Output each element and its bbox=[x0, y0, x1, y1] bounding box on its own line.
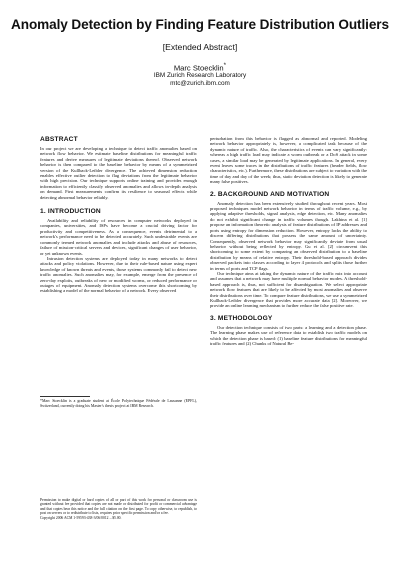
footnote-rule bbox=[40, 396, 90, 397]
introduction-paragraph-2: Intrusion detection systems are deployed today in many networks to detect attacks and policy violations. However, due to their rule-based nature using expert knowledge of known threats and events, those systems commonly fail to detect new traffic anomalies. Such anomalies may, for example, emerge from the presence of zero-day exploits, outbreaks of new or modified worms, or reduced performance or outages of equipment. Anomaly detection systems overcome this shortcoming by establishing a model of the normal behavior of a network. Every observed bbox=[40, 255, 197, 294]
background-paragraph-1: Anomaly detection has been extensively studied throughout recent years. Most proposed techniques model network behavior in terms of traffic volume, e.g., by applying adaptive thresholds, signal analysis, edge detection, etc. Many anomalies do not exhibit significant change in traffic volumes though. Lakhina et al. [1] propose an information theoretic analysis of feature distributions of IP addresses and ports using entropy for dimension reduction. However, entropy lacks the ability to discern differing distributions that possess the same amount of uncertainty. Consequently, observed network behavior may significantly deviate from usual behavior without being reflected by entropy. Gu et al. [2] circumvent this shortcoming to some extent by comparing an observed distribution to a baseline distribution by means of relative entropy. Their threshold-based approach divides observed packets into classes according to layer 4 protocols and splits those further in terms of ports and TCP flags. bbox=[210, 200, 367, 271]
author-affiliation: IBM Zurich Research Laboratory bbox=[153, 72, 247, 80]
author-footnote-mark: * bbox=[223, 62, 227, 69]
permission-text: Permission to make digital or hard copies of all or part of this work for personal or classroom use is granted without fee provided that copies are not made or distributed for profit or commercial advantage and that copies bear this notice and the full citation on the first page. To copy otherwise, to republish, to post on servers or to redistribute to lists, requires prior specific permission and/or a fee. bbox=[40, 498, 197, 516]
author-email[interactable]: mtc@zurich.ibm.com bbox=[170, 80, 230, 88]
permission-notice bbox=[40, 498, 197, 520]
author-name-text: Marc Stoecklin bbox=[173, 63, 224, 73]
methodology-paragraph-1: Our detection technique consists of two parts: a learning and a detection phase. The learning phase makes use of reference data to establish two traffic models on which the detection phase is based: (1) baseline feature distributions for meaningful traffic features and (2) Chunks of Natural Be- bbox=[210, 324, 367, 346]
methodology-heading: 3. METHODOLOGY bbox=[210, 314, 273, 322]
background-paragraph-2: Our technique aims at taking the dynamic nature of the traffic mix into account and assumes that a network may have multiple normal behavior modes. A threshold-based approach is, thus, not sufficient for disambiguation. We select appropriate network flow features that are likely to be affected by most anomalies and observe their distributions over time. To compare feature distributions, we use a symmetrized Kullback-Leibler divergence that provides more accurate data [2]. Moreover, we provide an online learning mechanism to further reduce the false positive rate. bbox=[210, 270, 367, 309]
paper-title: Anomaly Detection by Finding Feature Distribution Outliers bbox=[11, 17, 389, 32]
copyright-line: Copyright 2006 ACM 1-59593-438-3/06/0012 ...$5.00. bbox=[40, 515, 122, 520]
left-column bbox=[40, 136, 197, 294]
paper-subtitle: [Extended Abstract] bbox=[162, 42, 238, 52]
introduction-heading: 1. INTRODUCTION bbox=[40, 208, 101, 216]
introduction-paragraph-1: Availability and reliability of resources in computer networks deployed in companies, universities, and ISPs have become a crucial driving factor for productivity and competitiveness. As a consequence, events detrimental to a network's performance need to be detected accurately. Such undesirable events are commonly termed network anomalies and include attacks and abuse of resources, failure of mission-critical servers and devices, significant changes of user behavior, or yet unknown events. bbox=[40, 218, 197, 256]
author-footnote: *Marc Stoecklin is a graduate student at École Polytechnique Fédérale de Lausanne (EPFL), Switzerland, currently doing his Master's thesis project at IBM Research. bbox=[40, 399, 197, 408]
author-block bbox=[0, 62, 400, 88]
abstract-text: In our project we are developing a technique to detect traffic anomalies based on network flow behavior. We estimate baseline distributions for meaningful traffic features and derive measures of legitimate deviations thereof. Observed network behavior is then compared to the baseline behavior by means of a symmetrized version of the Kullback-Leibler divergence. The achieved dimension reduction enables effective outlier detection to flag deviations from the legitimate behavior with high precision. Our technique supports online training and provides enough information to efficiently classify observed anomalies and allows in-depth analysis on demand. First measurements confirm its resilience to seasonal effects while detecting abnormal behavior reliably. bbox=[40, 146, 197, 200]
intro-continuation: perturbation from this behavior is flagged as abnormal and reported. Modeling network behavior appropriately is, however, a complicated task because of the dynamic nature of traffic. Also, the characteristics of events can vary significantly: whereas a high traffic load may indicate a worm outbreak or a DoS attack in some cases, a similar load may be generated by legitimate applications. In general, every event leaves some traces in the distributions of traffic features (header fields, flow characteristics, etc.). Furthermore, these distributions are subject to variation with the time of day and day of the week; thus, static deviation detection is likely to generate many false positives. bbox=[210, 136, 367, 185]
author-name bbox=[0, 62, 400, 72]
background-heading: 2. BACKGROUND AND MOTIVATION bbox=[210, 190, 330, 198]
abstract-heading: ABSTRACT bbox=[40, 136, 78, 143]
right-column bbox=[210, 136, 367, 346]
